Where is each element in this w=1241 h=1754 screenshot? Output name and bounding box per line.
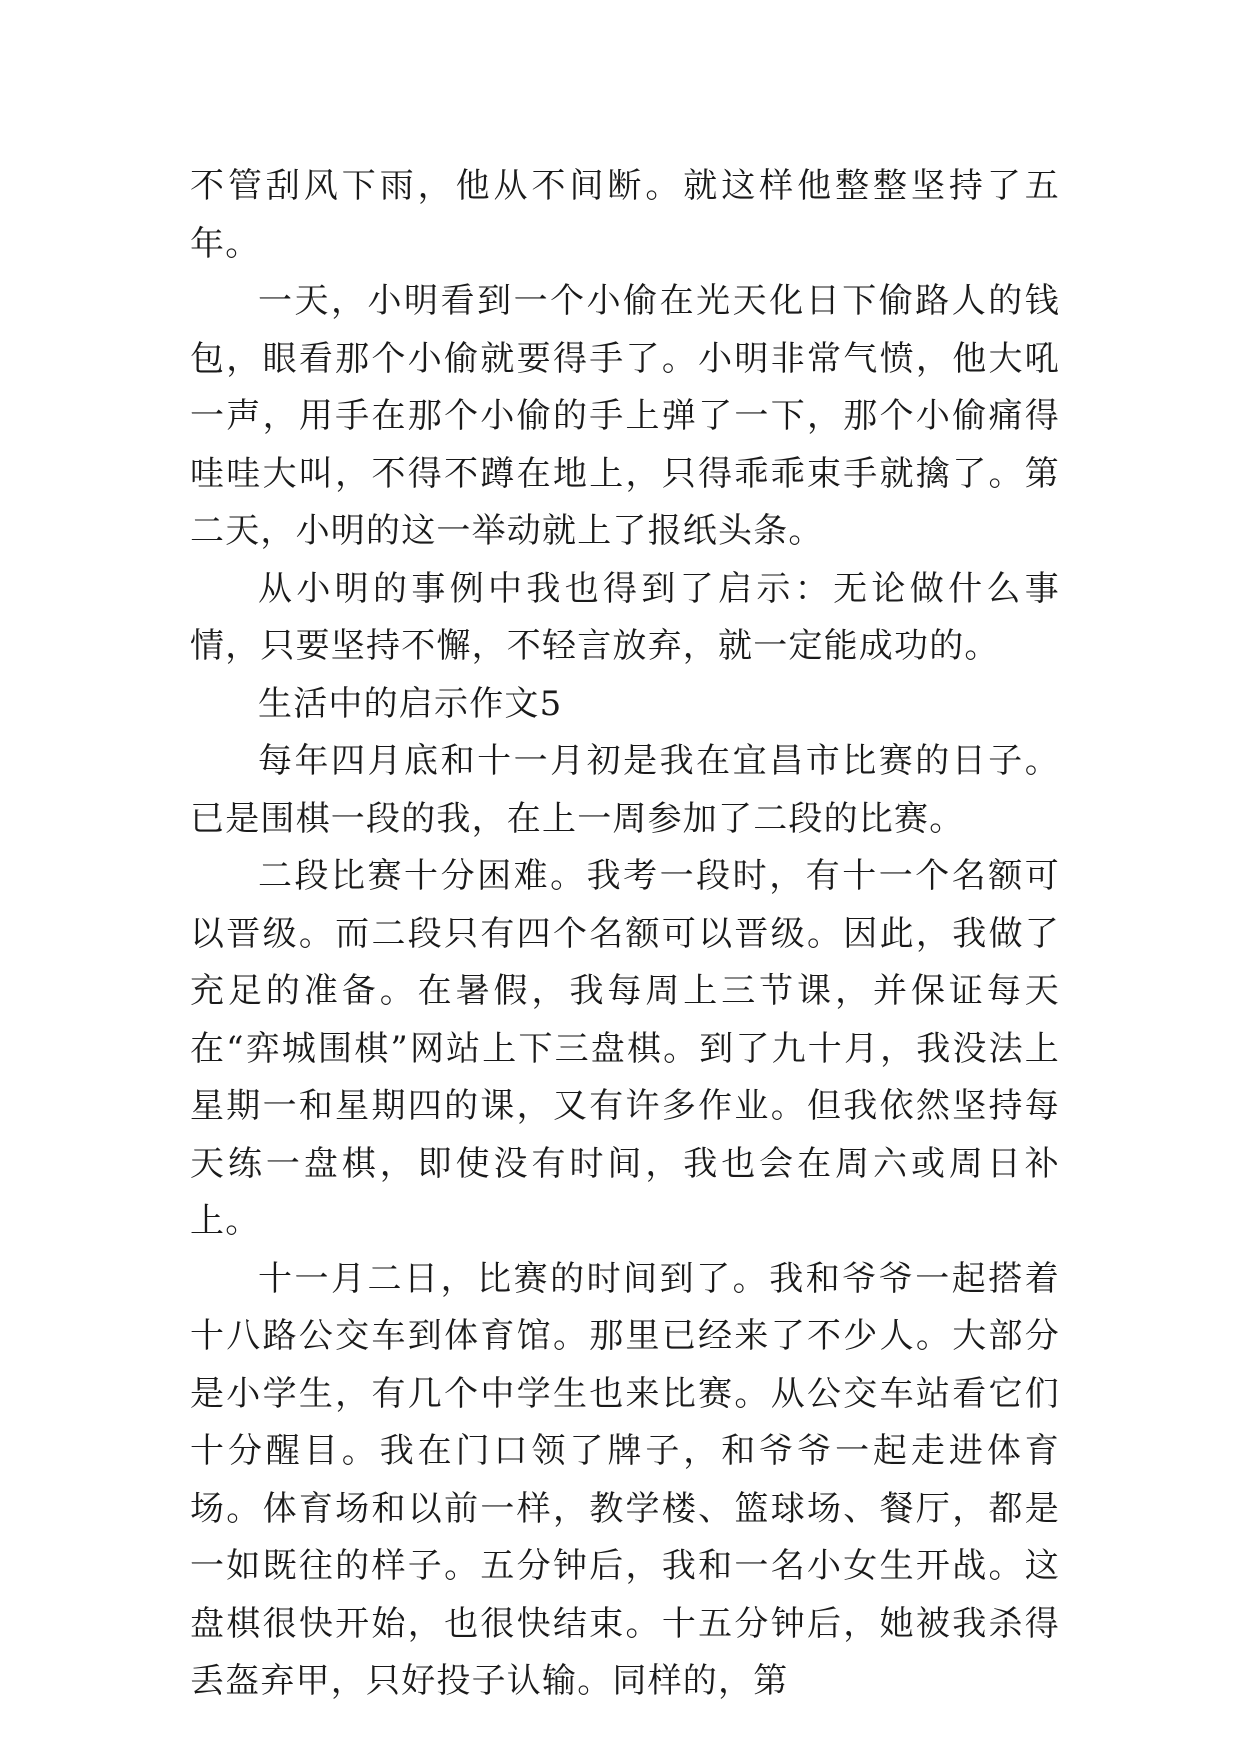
- paragraph: 十一月二日，比赛的时间到了。我和爷爷一起搭着十八路公交车到体育馆。那里已经来了不少人。大部分是小学生，有几个中学生也来比赛。从公交车站看它们十分醒目。我在门口领了牌子，和爷爷一起走进体育场。体育场和以前一样，教学楼、篮球场、餐厅，都是一如既往的样子。五分钟后，我和一名小女生开战。这盘棋很快开始，也很快结束。十五分钟后，她被我杀得丢盔弃甲，只好投子认输。同样的，第: [190, 1258, 1060, 1701]
- paragraph: 二段比赛十分困难。我考一段时，有十一个名额可以晋级。而二段只有四个名额可以晋级。因此，我做了充足的准备。在暑假，我每周上三节课，并保证每天在“弈城围棋”网站上下三盘棋。到了九十月，我没法上星期一和星期四的课，又有许多作业。但我依然坚持每天练一盘棋，即使没有时间，我也会在周六或周日补上。: [190, 856, 1060, 1241]
- paragraph: 一天，小明看到一个小偷在光天化日下偷路人的钱包，眼看那个小偷就要得手了。小明非常气愤，他大吼一声，用手在那个小偷的手上弹了一下，那个小偷痛得哇哇大叫，不得不蹲在地上，只得乖乖束手就擒了。第二天，小明的这一举动就上了报纸头条。: [190, 281, 1060, 551]
- document-body: [190, 158, 1060, 1711]
- paragraph: 不管刮风下雨，他从不间断。就这样他整整坚持了五年。: [190, 166, 1060, 264]
- paragraph: 每年四月底和十一月初是我在宜昌市比赛的日子。已是围棋一段的我，在上一周参加了二段的比赛。: [190, 741, 1060, 839]
- paragraph: 从小明的事例中我也得到了启示：无论做什么事情，只要坚持不懈，不轻言放弃，就一定能成功的。: [190, 568, 1060, 666]
- section-heading: 生活中的启示作文5: [258, 683, 563, 724]
